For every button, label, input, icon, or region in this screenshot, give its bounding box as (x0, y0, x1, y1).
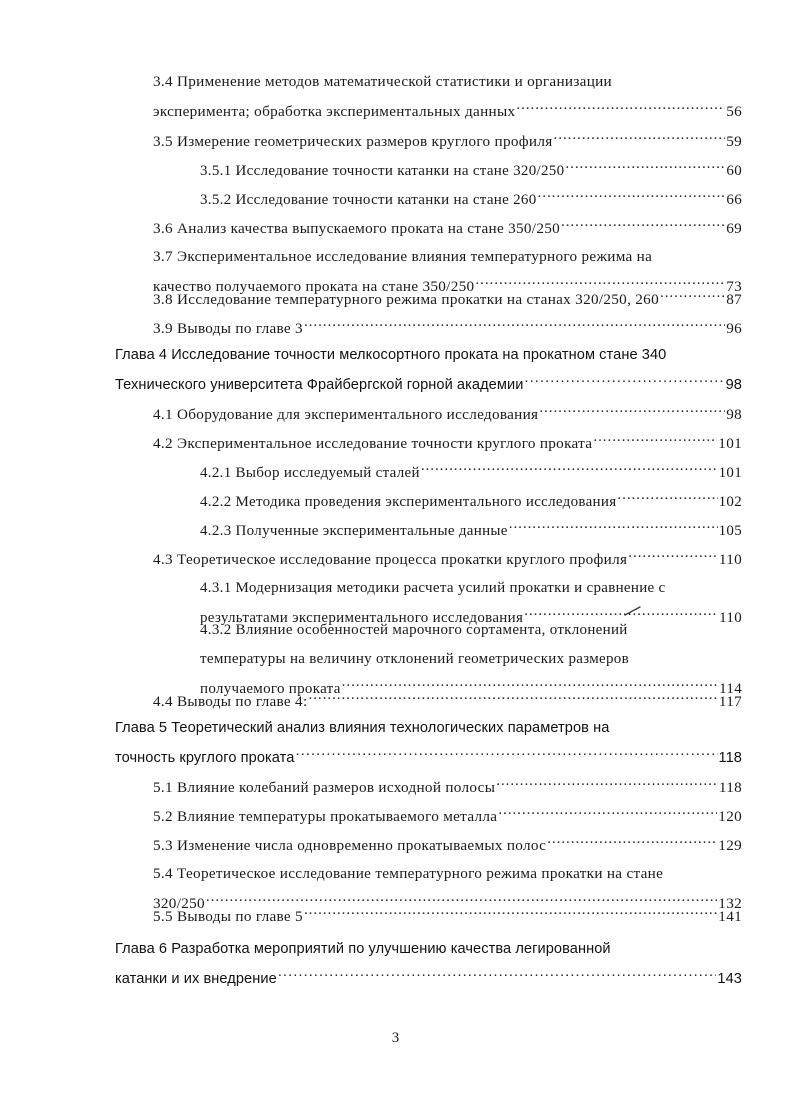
toc-entry-text: 5.2 Влияние температуры прокатываемого металла (153, 808, 498, 826)
toc-entry-text: 3.6 Анализ качества выпускаемого проката на стане 350/250 (153, 220, 561, 238)
toc-page-number: 105 (718, 523, 742, 539)
toc-page-number: 87 (726, 291, 742, 309)
toc-entry-text: эксперимента; обработка экспериментальных данных (153, 103, 516, 121)
toc-entry-line (115, 939, 742, 959)
toc-entry-line-final (153, 131, 742, 152)
dot-leader (538, 189, 726, 204)
toc-entry-line-final (200, 491, 742, 512)
toc-entry-line-final (153, 806, 742, 827)
toc-page-number: 114 (719, 681, 742, 697)
toc-entry-line-final (153, 691, 742, 712)
toc-entry-line-final (153, 433, 742, 454)
toc-page-number: 66 (726, 192, 742, 208)
toc-page-number: 110 (718, 551, 742, 569)
toc-page-number: 98 (726, 406, 742, 424)
toc-page-number: 101 (718, 435, 742, 453)
toc-entry-text: 4.3.1 Модернизация методики расчета усилий прокатки и сравнение с (200, 580, 666, 596)
toc-page-number: 118 (718, 779, 742, 797)
toc-entry-line-final (200, 520, 742, 541)
toc-entry-text: 4.3 Теоретическое исследование процесса прокатки круглого профиля (153, 551, 628, 569)
dot-leader (593, 433, 717, 448)
dot-leader (308, 691, 717, 706)
toc-entry-line-final (115, 374, 742, 395)
dot-leader (516, 101, 725, 116)
dot-leader (498, 806, 717, 821)
toc-page-number: 129 (718, 837, 742, 855)
toc-page-number: 117 (718, 693, 742, 711)
toc-entry-line-final (153, 906, 742, 927)
toc-page-number: 101 (718, 465, 742, 481)
toc-entry-line-final (115, 747, 742, 768)
toc-entry-text: 4.2 Экспериментальное исследование точности круглого проката (153, 435, 593, 453)
dot-leader (304, 318, 725, 333)
toc-entry-text: 3.9 Выводы по главе 3 (153, 320, 303, 338)
dot-leader (660, 289, 725, 304)
toc-entry-line (153, 247, 742, 267)
toc-entry-line (200, 649, 742, 669)
toc-entry-line-final (153, 777, 742, 798)
dot-leader (628, 549, 718, 564)
toc-entry-line-final (115, 968, 742, 989)
dot-leader (617, 491, 717, 506)
toc-page-number: 60 (726, 163, 742, 179)
toc-entry-text: 3.5.2 Исследование точности катанки на стане 260 (200, 192, 537, 208)
toc-entry-text: Глава 4 Исследование точности мелкосортного проката на прокатном стане 340 (115, 347, 667, 363)
toc-entry-line-final (200, 160, 742, 181)
dot-leader (496, 777, 718, 792)
toc-entry-line-final (153, 318, 742, 339)
toc-page-number: 102 (718, 494, 742, 510)
toc-page-number: 141 (718, 908, 742, 926)
dot-leader (561, 218, 725, 233)
dot-leader (295, 747, 717, 762)
toc-entry-text: 3.5 Измерение геометрических размеров круглого профиля (153, 133, 553, 151)
toc-entry-text: 3.7 Экспериментальное исследование влияния температурного режима на (153, 248, 653, 265)
toc-entry-text: температуры на величину отклонений геометрических размеров (200, 651, 629, 667)
toc-page-number: 59 (726, 133, 742, 151)
dot-leader (554, 131, 726, 146)
toc-entry-text: 4.2.1 Выбор исследуемый сталей (200, 465, 420, 481)
toc-entry-line-final (153, 218, 742, 239)
toc-page-number: 118 (718, 749, 742, 766)
toc-entry-line (200, 620, 742, 640)
toc-entry-text: 3.8 Исследование температурного режима прокатки на станах 320/250, 260 (153, 291, 659, 309)
toc-page-number: 96 (726, 320, 742, 338)
dot-leader (421, 462, 718, 477)
toc-entry-text: 5.5 Выводы по главе 5 (153, 908, 303, 926)
toc-page-number: 69 (726, 220, 742, 238)
dot-leader (524, 374, 724, 389)
toc-entry-text: качество получаемого проката на стане 350/250 (153, 278, 475, 296)
toc-entry-line-final (153, 289, 742, 310)
toc-entry-line-final (153, 549, 742, 570)
toc-entry-line (153, 72, 742, 92)
toc-entry-text: 4.2.3 Полученные экспериментальные данные (200, 523, 508, 539)
dot-leader (547, 835, 717, 850)
toc-entry-line (153, 864, 742, 884)
toc-entry-text: 320/250 (153, 895, 205, 913)
toc-page-number: 143 (717, 970, 742, 987)
toc-entry-text: 4.2.2 Методика проведения экспериментального исследования (200, 494, 617, 510)
toc-entry-line-final (200, 189, 742, 210)
toc-page-number: 98 (725, 376, 742, 393)
dot-leader (509, 520, 718, 535)
toc-entry-text: катанки и их внедрение (115, 970, 277, 987)
toc-entry-text: Глава 6 Разработка мероприятий по улучшению качества легированной (115, 941, 611, 957)
toc-entry-text: 3.5.1 Исследование точности катанки на стане 320/250 (200, 163, 565, 179)
toc-entry-line-final (200, 462, 742, 483)
toc-entry-text: 4.4 Выводы по главе 4: (153, 693, 308, 711)
toc-entry-text: результатами экспериментального исследования (200, 610, 524, 626)
toc-entry-line-final (153, 404, 742, 425)
dot-leader (304, 906, 717, 921)
toc-entry-line-final (153, 101, 742, 122)
dot-leader (539, 404, 725, 419)
toc-entry-line (115, 718, 742, 738)
toc-entry-text: 5.1 Влияние колебаний размеров исходной полосы (153, 779, 496, 797)
toc-page-number: 120 (718, 808, 742, 826)
dot-leader (565, 160, 725, 175)
toc-entry-text: Глава 5 Теоретический анализ влияния технологических параметров на (115, 720, 610, 736)
toc-entry-line (115, 345, 742, 365)
toc-entry-line (200, 578, 742, 598)
dot-leader (278, 968, 717, 983)
toc-entry-line-final (153, 835, 742, 856)
toc-entry-text: 5.4 Теоретическое исследование температурного режима прокатки на стане (153, 865, 664, 882)
toc-page-number: 56 (726, 103, 742, 121)
toc-entry-text: Технического университета Фрайбергской горной академии (115, 376, 524, 393)
toc-page-number: 73 (726, 278, 742, 296)
page-number: 3 (391, 1030, 400, 1046)
toc-entry-text: получаемого проката (200, 681, 341, 697)
toc-page-number: 132 (718, 895, 742, 913)
toc-page-number: 110 (719, 610, 742, 626)
toc-entry-text: точность круглого проката (115, 749, 295, 766)
toc-entry-text: 4.1 Оборудование для экспериментального исследования (153, 406, 539, 424)
toc-entry-text: 5.3 Изменение числа одновременно прокатываемых полос (153, 837, 547, 855)
toc-entry-text: 3.4 Применение методов математической статистики и организации (153, 73, 612, 90)
toc-entry-text: 4.3.2 Влияние особенностей марочного сортамента, отклонений (200, 622, 628, 638)
